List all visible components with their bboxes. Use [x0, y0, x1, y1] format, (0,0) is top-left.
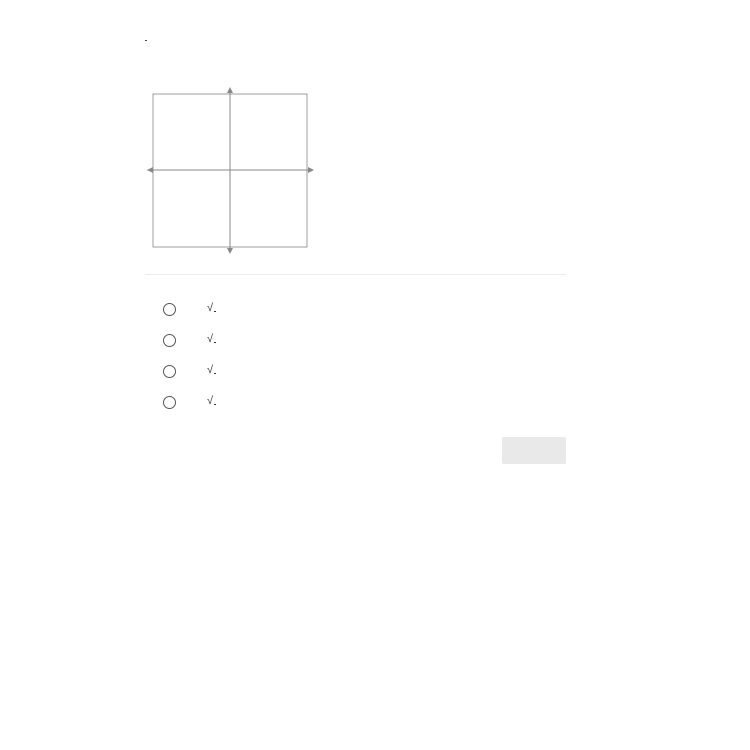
radical-icon: √	[207, 364, 214, 376]
option-a-radicand	[214, 311, 216, 312]
submit-button[interactable]	[502, 437, 566, 464]
radio-c[interactable]	[163, 365, 176, 378]
y-axis-down-arrow	[227, 248, 233, 254]
option-b-formula	[207, 335, 216, 346]
divider	[145, 274, 566, 275]
y-axis-up-arrow	[227, 87, 233, 93]
option-a[interactable]	[163, 294, 216, 325]
option-b-sqrt	[207, 335, 216, 346]
option-c[interactable]	[163, 356, 216, 387]
option-d[interactable]	[163, 387, 216, 418]
option-d-radicand	[214, 404, 216, 405]
gx-inline	[145, 33, 147, 44]
radical-icon: √	[207, 395, 214, 407]
answer-options	[163, 294, 216, 418]
gx-radicand	[145, 40, 147, 41]
option-d-formula	[207, 397, 216, 408]
question-text	[145, 3, 565, 49]
radio-a[interactable]	[163, 303, 176, 316]
function-graph	[145, 85, 320, 257]
option-c-radicand	[214, 373, 216, 374]
x-axis-right-arrow	[308, 167, 314, 173]
option-b-radicand	[214, 342, 216, 343]
option-a-formula	[207, 304, 216, 315]
option-c-sqrt	[207, 366, 216, 377]
option-a-sqrt	[207, 304, 216, 315]
radio-d[interactable]	[163, 396, 176, 409]
radio-b[interactable]	[163, 334, 176, 347]
option-c-formula	[207, 366, 216, 377]
radical-icon: √	[207, 302, 214, 314]
option-d-sqrt	[207, 397, 216, 408]
radical-icon: √	[207, 333, 214, 345]
option-b[interactable]	[163, 325, 216, 356]
x-axis-left-arrow	[147, 167, 153, 173]
